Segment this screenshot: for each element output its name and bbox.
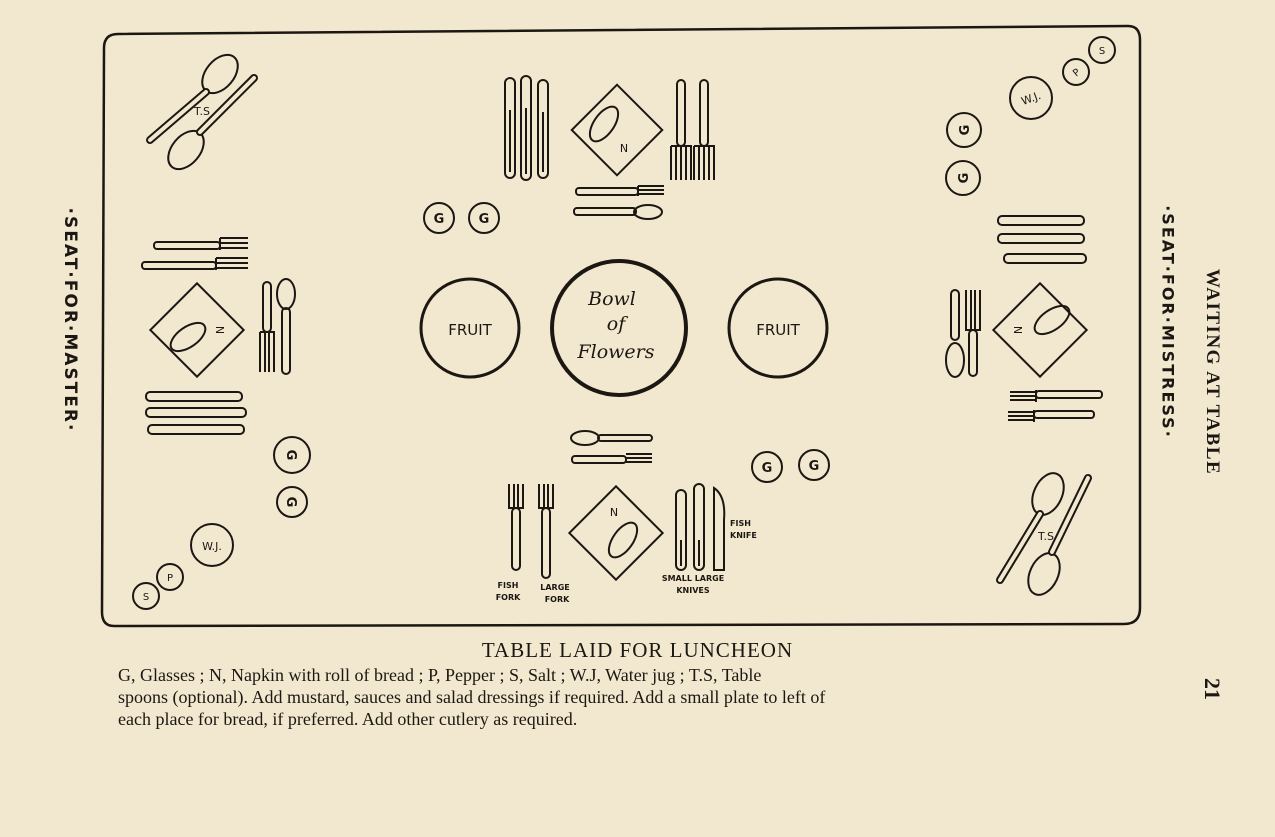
caption-line: spoons (optional). Add mustard, sauces and salad dressings if required. Add a small plate to left of (118, 687, 826, 707)
fish-fork-label: FORK (495, 593, 521, 602)
page-number: 21 (1200, 678, 1225, 700)
centerpiece-line-3: Flowers (577, 341, 655, 363)
dessert-fork-icon (572, 454, 652, 463)
centerpiece-line-2: of (606, 313, 626, 335)
fish-knife-label: KNIFE (730, 531, 757, 540)
fork-icon (694, 80, 714, 180)
knife-icon (505, 78, 515, 178)
caption-title: TABLE LAID FOR LUNCHEON (481, 638, 794, 662)
dessert-fork-icon (260, 282, 274, 372)
knife-icon (146, 392, 242, 401)
dessert-fork-icon (576, 186, 664, 196)
centerpiece-line-1: Bowl (588, 288, 636, 310)
caption-body (118, 664, 1118, 730)
water-jug-label: W.J. (1019, 88, 1043, 108)
knife-icon (998, 234, 1084, 243)
table-spoon-label: T.S (1038, 530, 1054, 543)
salt-label: S (1098, 46, 1106, 57)
fruit-label-right: FRUIT (756, 321, 800, 339)
caption-line: each place for bread, if preferred. Add other cutlery as required. (118, 709, 578, 729)
water-jug-label: W.J. (202, 540, 222, 553)
large-knife-icon (694, 484, 704, 570)
dessert-spoon-icon (277, 279, 295, 374)
knife-icon (538, 80, 548, 178)
large-fork-label: FORK (544, 595, 570, 604)
dessert-spoon-icon (571, 431, 652, 445)
dessert-spoon-icon (574, 205, 662, 219)
glass-label: G (433, 212, 445, 227)
knives-label: KNIVES (676, 586, 710, 595)
running-head: WAITING AT TABLE (1202, 268, 1223, 476)
large-fork-icon (539, 484, 553, 578)
salt-label: S (142, 592, 150, 603)
napkin-label: N (1012, 325, 1025, 335)
glass-label: G (808, 459, 820, 474)
knife-icon (148, 425, 244, 434)
dessert-fork-icon (966, 290, 980, 376)
fish-fork-label: FISH (497, 581, 519, 590)
glass-label: G (478, 212, 490, 227)
small-knife-icon (676, 490, 686, 570)
fish-fork-icon (509, 484, 523, 570)
napkin-left (150, 283, 243, 376)
fish-knife-icon (714, 488, 724, 570)
table-spoon-icon (150, 48, 245, 140)
fork-icon (142, 258, 248, 270)
fork-icon (1008, 410, 1094, 422)
seat-for-master-label: ·SEAT·FOR·MASTER· (60, 207, 80, 433)
napkin-label: N (619, 142, 629, 155)
fork-icon (154, 238, 248, 250)
large-fork-label: LARGE (540, 583, 570, 592)
fork-icon (671, 80, 691, 180)
dessert-spoon-icon (946, 290, 964, 377)
glass-label: G (761, 461, 773, 476)
pepper-label: P (1071, 66, 1083, 80)
knife-icon (146, 408, 246, 417)
glass-label: G (957, 172, 972, 184)
glass-label: G (958, 124, 973, 136)
napkin-bottom (569, 486, 662, 579)
fork-icon (1010, 390, 1102, 402)
fish-knife-label: FISH (730, 519, 751, 528)
napkin-right (993, 283, 1086, 376)
seat-for-mistress-label: ·SEAT·FOR·MISTRESS· (1158, 205, 1178, 439)
glass-label: G (283, 449, 298, 461)
knife-icon (998, 216, 1084, 225)
caption-line: G, Glasses ; N, Napkin with roll of bread ; P, Pepper ; S, Salt ; W.J, Water jug ; T.S, Table (118, 665, 762, 685)
table-spoon-label: T.S (194, 105, 210, 118)
napkin-label: N (609, 506, 619, 519)
knives-label: SMALL LARGE (661, 574, 725, 583)
glass-label: G (283, 496, 298, 508)
knife-icon (521, 76, 531, 180)
napkin-label: N (213, 325, 226, 335)
pepper-label: P (166, 573, 174, 584)
fruit-label-left: FRUIT (448, 321, 492, 339)
knife-icon (1004, 254, 1086, 263)
napkin-top (572, 85, 663, 176)
